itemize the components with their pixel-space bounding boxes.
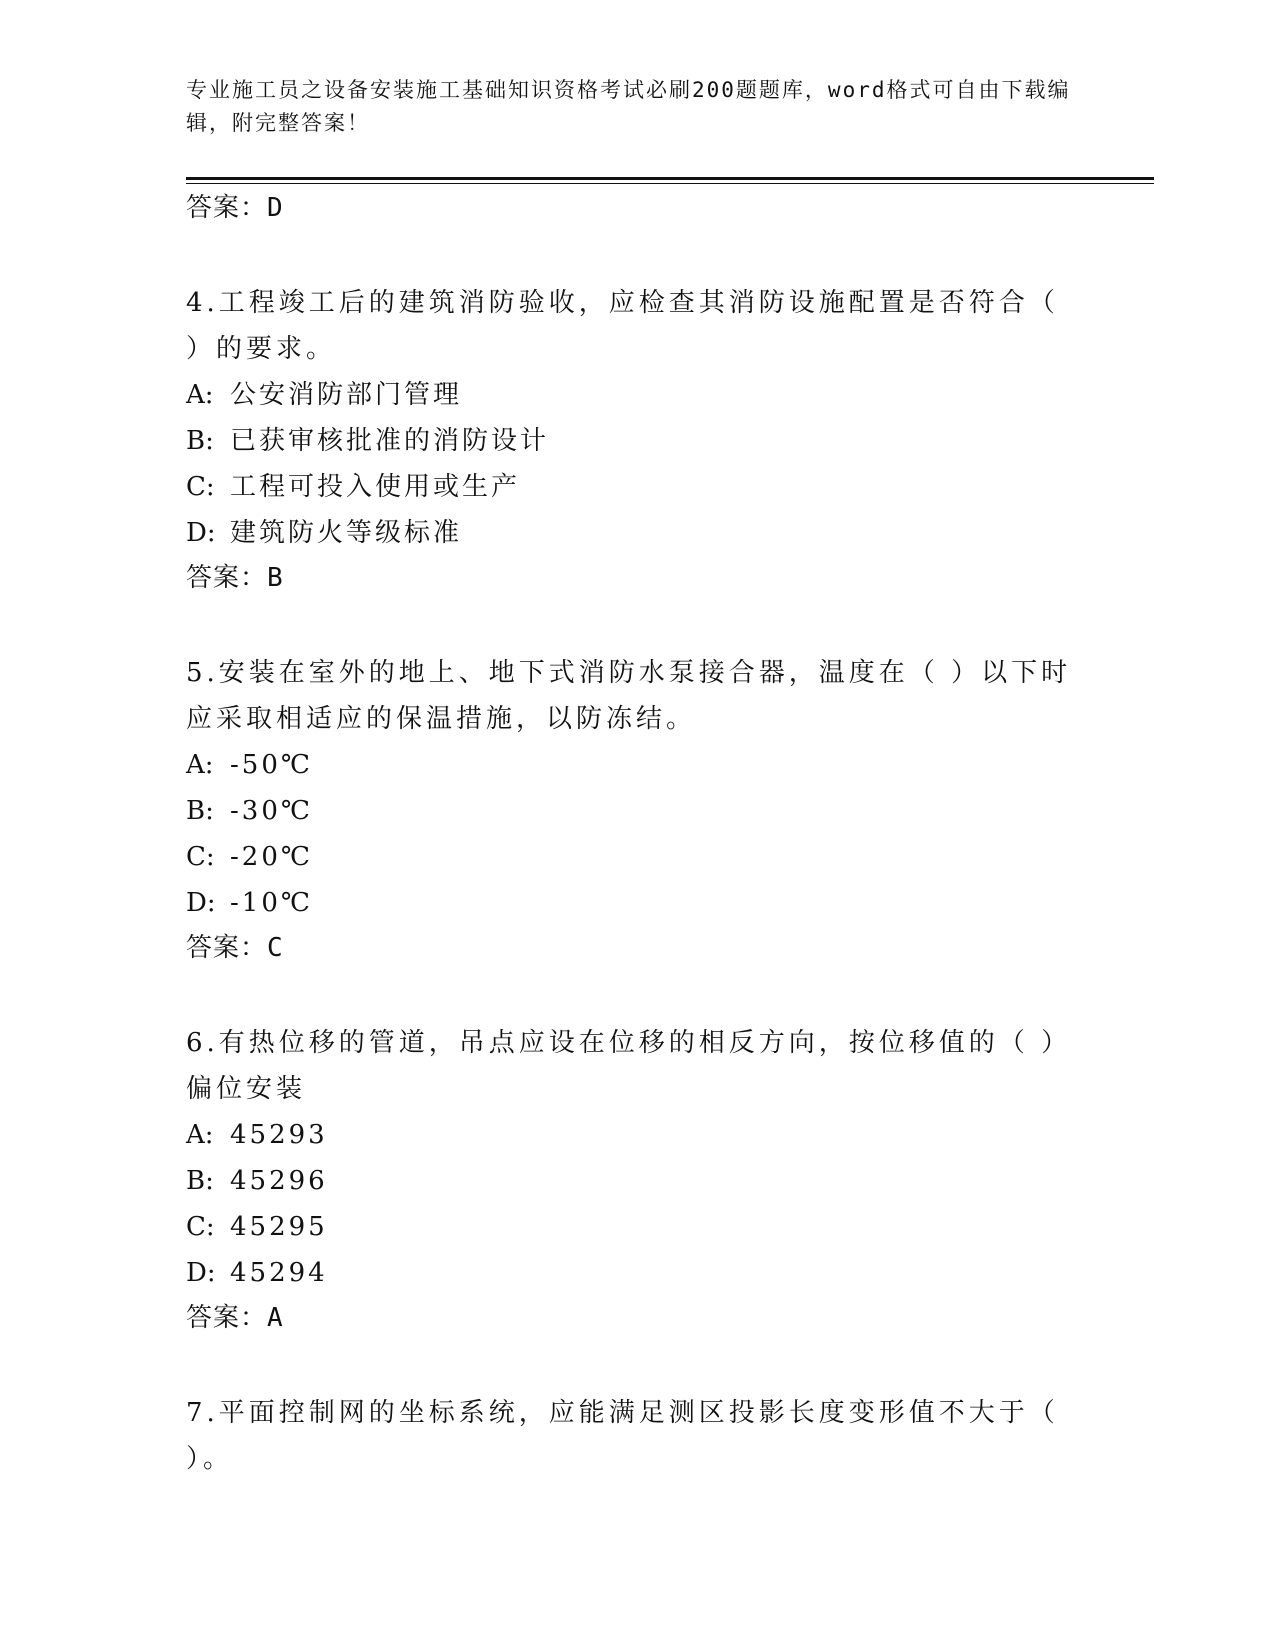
option-c [186, 834, 1086, 880]
option-text: 工程可投入使用或生产 [230, 472, 521, 502]
answer-line: 答案：B [186, 563, 284, 593]
option-text: -20℃ [230, 842, 313, 872]
option-letter: C: [186, 472, 215, 502]
option-text: 已获审核批准的消防设计 [230, 426, 550, 456]
option-letter: A: [186, 1120, 214, 1150]
question-text: 5.安装在室外的地上、地下式消防水泵接合器，温度在（ ）以下时应采取相适应的保温措施，以防冻结。 [186, 658, 1072, 734]
option-b [186, 418, 1086, 464]
option-text: 45296 [230, 1166, 328, 1196]
option-letter: D: [186, 518, 216, 548]
option-d [186, 510, 1086, 556]
option-c [186, 1204, 1086, 1250]
option-text: -50℃ [230, 750, 313, 780]
option-a [186, 742, 1086, 788]
answer-line: 答案：D [186, 193, 284, 223]
question-6 [186, 1020, 1086, 1334]
document-title: 专业施工员之设备安装施工基础知识资格考试必刷200题题库，word格式可自由下载编辑，附完整答案！ [186, 78, 1071, 135]
question-text: 7.平面控制网的坐标系统，应能满足测区投影长度变形值不大于（ ）。 [186, 1398, 1059, 1474]
option-text: 建筑防火等级标准 [230, 518, 463, 548]
question-7 [186, 1390, 1086, 1482]
option-text: -10℃ [230, 888, 313, 918]
header-rule-thick [186, 177, 1154, 180]
option-c [186, 464, 1086, 510]
option-letter: A: [186, 750, 214, 780]
option-b [186, 1158, 1086, 1204]
document-header [186, 74, 1086, 140]
option-text: 45294 [230, 1258, 328, 1288]
question-text: 6.有热位移的管道，吊点应设在位移的相反方向，按位移值的（ ）偏位安装 [186, 1028, 1072, 1104]
option-letter: C: [186, 1212, 215, 1242]
question-5 [186, 650, 1086, 964]
option-letter: C: [186, 842, 215, 872]
header-rule-thin [186, 183, 1154, 184]
question-text: 4.工程竣工后的建筑消防验收，应检查其消防设施配置是否符合（ ）的要求。 [186, 288, 1059, 364]
option-letter: D: [186, 888, 216, 918]
option-letter: B: [186, 426, 214, 456]
answer-line: 答案：A [186, 1303, 284, 1333]
option-text: 45295 [230, 1212, 328, 1242]
option-letter: B: [186, 1166, 214, 1196]
option-a [186, 372, 1086, 418]
question-4 [186, 280, 1086, 594]
answer-line: 答案：C [186, 933, 284, 963]
option-d [186, 1250, 1086, 1296]
option-d [186, 880, 1086, 926]
option-text: 45293 [230, 1120, 328, 1150]
option-letter: A: [186, 380, 214, 410]
option-a [186, 1112, 1086, 1158]
option-letter: D: [186, 1258, 216, 1288]
option-text: 公安消防部门管理 [230, 380, 463, 410]
question-list [186, 192, 1086, 1482]
option-text: -30℃ [230, 796, 313, 826]
option-letter: B: [186, 796, 214, 826]
option-b [186, 788, 1086, 834]
